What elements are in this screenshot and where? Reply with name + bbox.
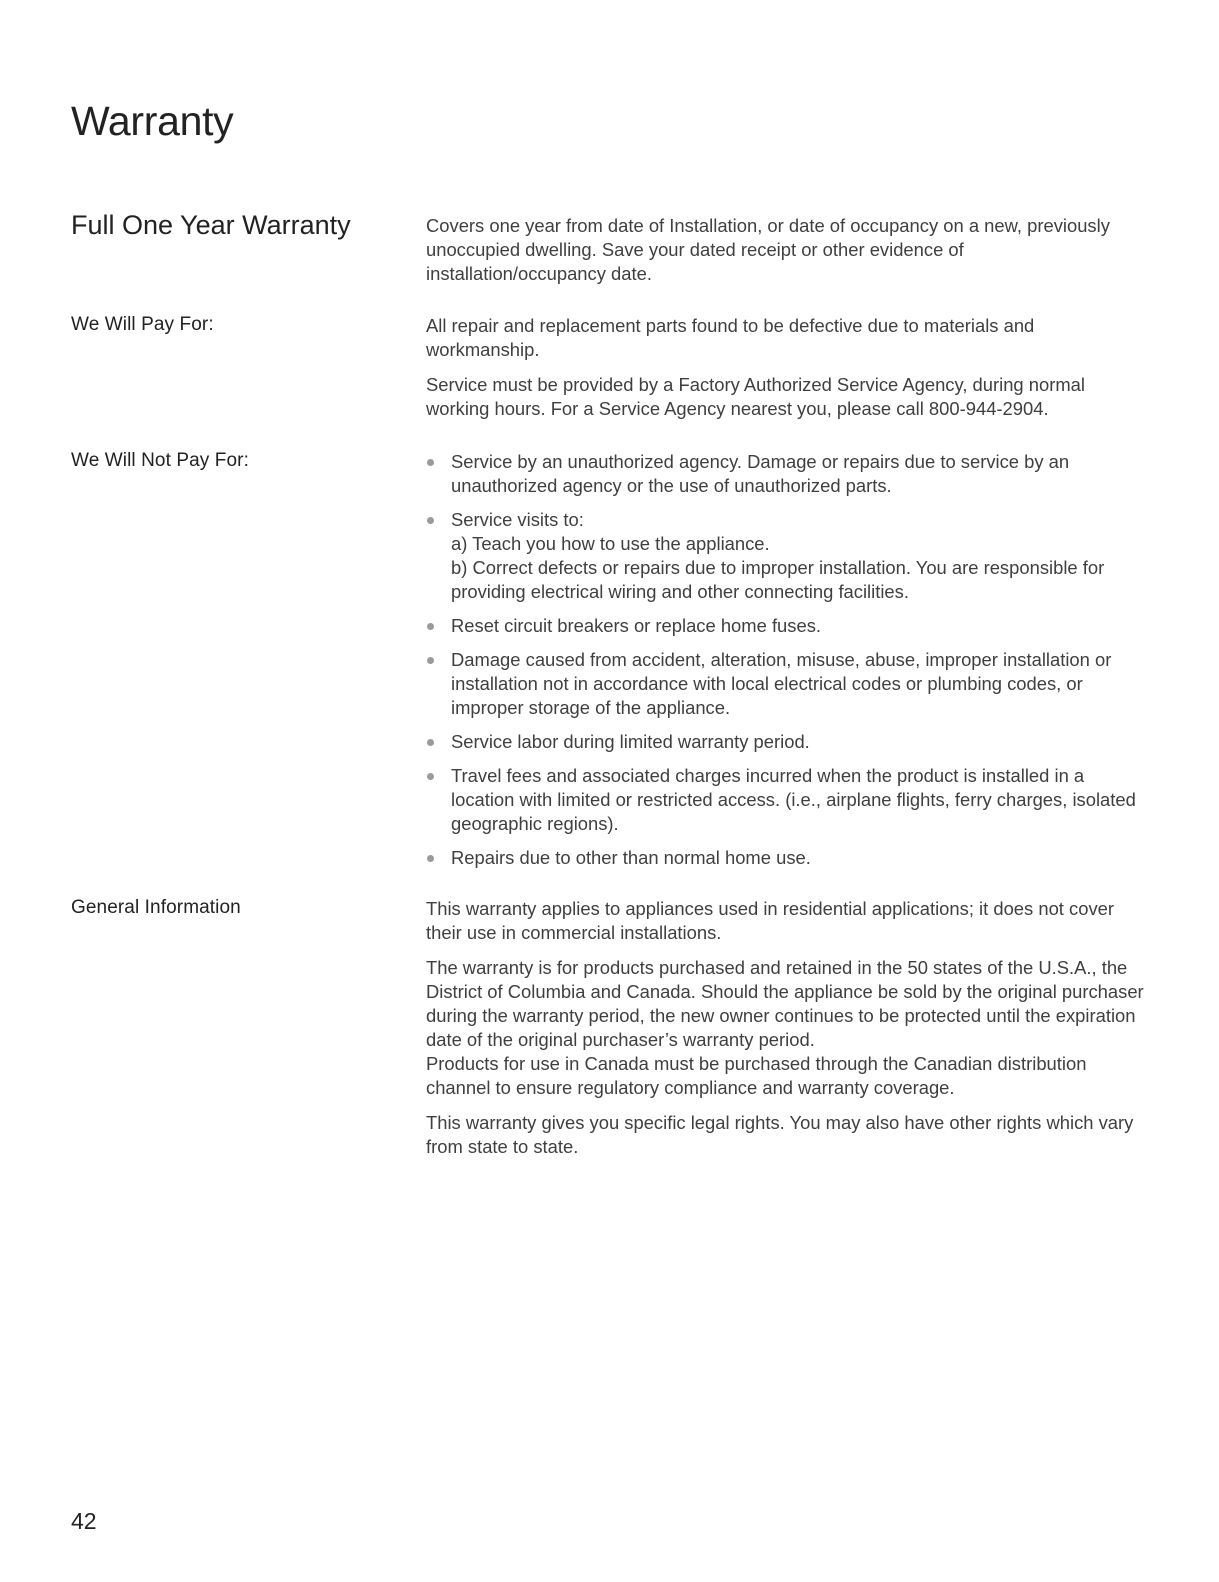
general-paragraph: The warranty is for products purchased and retained in the 50 states of the U.S.A., the District of Columbia and Canada. Should the appliance be sold by the original purchaser during the warranty period, the new owner continues to be protected until the expiration date of the original purchaser’s warranty period. — [426, 957, 1144, 1050]
general-paragraph: This warranty gives you specific legal rights. You may also have other rights which vary from state to state. — [426, 1112, 1134, 1157]
will-not-pay-body — [426, 450, 1146, 880]
page-number: 42 — [71, 1508, 97, 1534]
list-item — [426, 614, 1146, 638]
will-not-pay-heading: We Will Not Pay For: — [71, 450, 249, 471]
list-item-text: Service visits to: — [451, 509, 584, 530]
full-warranty-text: Covers one year from date of Installation, or date of occupancy on a new, previously unoccupied dwelling. Save your dated receipt or other evidence of installation/occupancy date. — [426, 215, 1110, 284]
page-title: Warranty — [71, 98, 234, 144]
list-item-text: Travel fees and associated charges incurred when the product is installed in a location with limited or restricted access. (i.e., airplane flights, ferry charges, isolated geographic regions). — [451, 765, 1136, 834]
bullet-icon — [427, 739, 434, 746]
will-pay-body — [426, 314, 1146, 432]
will-pay-heading: We Will Pay For: — [71, 314, 214, 335]
general-heading: General Information — [71, 897, 241, 918]
sub-item-text: b) Correct defects or repairs due to improper installation. You are responsible for providing electrical wiring and other connecting facilities. — [451, 557, 1105, 602]
general-paragraph: This warranty applies to appliances used in residential applications; it does not cover their use in commercial installations. — [426, 898, 1114, 943]
bullet-icon — [427, 855, 434, 862]
list-item-text: Damage caused from accident, alteration, misuse, abuse, improper installation or installation not in accordance with local electrical codes or plumbing codes, or improper storage of the appliance. — [451, 649, 1112, 718]
list-item — [426, 730, 1146, 754]
general-body — [426, 897, 1146, 1170]
full-warranty-body — [426, 214, 1146, 297]
list-item — [426, 450, 1146, 498]
sub-item-text: a) Teach you how to use the appliance. — [451, 533, 770, 554]
list-item-text: Repairs due to other than normal home use. — [451, 847, 811, 868]
list-item — [426, 764, 1146, 836]
bullet-icon — [427, 657, 434, 664]
bullet-icon — [427, 773, 434, 780]
list-item-text: Reset circuit breakers or replace home fuses. — [451, 615, 822, 636]
list-item-text: Service labor during limited warranty period. — [451, 731, 810, 752]
exclusions-list — [426, 450, 1146, 870]
will-pay-paragraph: All repair and replacement parts found to be defective due to materials and workmanship. — [426, 315, 1035, 360]
full-warranty-heading: Full One Year Warranty — [71, 210, 351, 240]
bullet-icon — [427, 517, 434, 524]
bullet-icon — [427, 459, 434, 466]
bullet-icon — [427, 623, 434, 630]
list-item — [426, 846, 1146, 870]
list-item — [426, 648, 1146, 720]
will-pay-paragraph: Service must be provided by a Factory Authorized Service Agency, during normal working hours. For a Service Agency nearest you, please call 800-944-2904. — [426, 374, 1085, 419]
list-item-text: Service by an unauthorized agency. Damage or repairs due to service by an unauthorized agency or the use of unauthorized parts. — [451, 451, 1070, 496]
general-paragraph: Products for use in Canada must be purchased through the Canadian distribution channel to ensure regulatory compliance and warranty coverage. — [426, 1053, 1087, 1098]
list-item — [426, 508, 1146, 604]
